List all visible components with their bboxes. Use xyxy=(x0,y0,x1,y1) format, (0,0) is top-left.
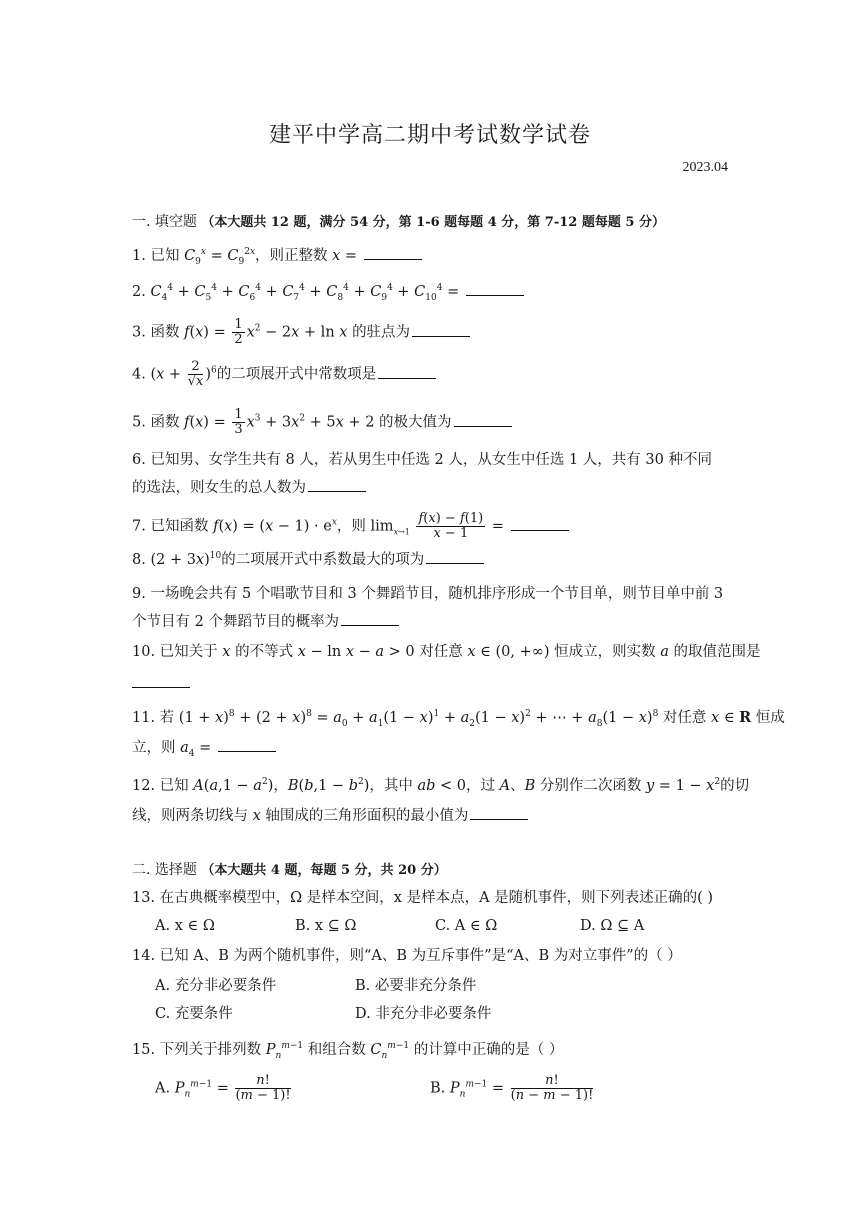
answer-blank[interactable] xyxy=(412,324,470,337)
option-a[interactable]: A. 充分非必要条件 xyxy=(155,978,277,994)
option-b[interactable]: B. x ⊆ Ω xyxy=(295,918,357,934)
section2-heading: 二. 选择题 （本大题共 4 题，每题 5 分，共 20 分） xyxy=(132,862,447,878)
section1-heading: 一. 填空题 （本大题共 12 题，满分 54 分，第 1-6 题每题 4 分，第 7-12 题每题 5 分） xyxy=(132,214,665,230)
question-11-line2: 立，则 $a_4$ = xyxy=(132,738,732,758)
question-9-line2: 个节目有 2 个舞蹈节目的概率为 xyxy=(132,612,732,632)
answer-blank[interactable] xyxy=(364,247,422,260)
question-7: 7. 已知函数 $f(x) = (x - 1) \cdot e^x$，则 $\lim_{x\to 1}$ $\frac{f(x) - f(1)}{x - 1}$ = xyxy=(132,512,732,541)
answer-blank[interactable] xyxy=(466,283,524,296)
question-15-options xyxy=(155,1074,735,1103)
exam-date: 2023.04 xyxy=(682,160,728,175)
question-2: 2. $C_4^4 + C_5^4 + C_6^4 + C_7^4 + C_8^4 + C_9^4 + C_{10}^4$ = xyxy=(132,282,732,302)
question-14: 14. 已知 A、B 为两个随机事件，则“A、B 为互斥事件”是“A、B 为对立事件”的（ ） xyxy=(132,948,682,964)
question-13-options xyxy=(155,916,735,936)
answer-blank[interactable] xyxy=(426,551,484,564)
question-10: 10. 已知关于 x 的不等式 x − ln x − a > 0 对任意 x ∈ (0, +∞) 恒成立，则实数 a 的取值范围是 xyxy=(132,644,761,660)
question-12-line2: 线，则两条切线与 x 轴围成的三角形面积的最小值为 xyxy=(132,806,732,826)
question-6-line1: 6. 已知男、女学生共有 8 人，若从男生中任选 2 人，从女生中任选 1 人，共有 30 种不同 xyxy=(132,452,712,468)
option-d[interactable]: D. 非充分非必要条件 xyxy=(355,1006,492,1022)
question-10-blank-line xyxy=(132,674,732,694)
question-9-line1: 9. 一场晚会共有 5 个唱歌节目和 3 个舞蹈节目，随机排序形成一个节目单，则节目单中前 3 xyxy=(132,586,724,602)
answer-blank[interactable] xyxy=(308,479,366,492)
question-5: 5. 函数 f(x) = $\frac{1}{3}$ $x^3 + 3x^2 + 5x + 2$ 的极大值为 xyxy=(132,408,732,437)
answer-blank[interactable] xyxy=(454,414,512,427)
question-15: 15. 下列关于排列数 $P_n^{m-1}$ 和组合数 $C_n^{m-1}$ 的计算中正确的是（ ） xyxy=(132,1041,564,1061)
question-1: 1. 已知 $C_9^x = C_9^{2x}$，则正整数 x = xyxy=(132,246,732,266)
option-c[interactable]: C. A ∈ Ω xyxy=(435,918,498,934)
answer-blank[interactable] xyxy=(132,675,190,688)
question-14-options-row1 xyxy=(155,976,735,996)
question-12: 12. 已知 $A(a,1 - a^2)$，$B(b,1 - b^2)$，其中 ab < 0，过 A、B 分别作二次函数 $y = 1 - x^2$的切 xyxy=(132,777,750,794)
question-13: 13. 在古典概率模型中，Ω 是样本空间，x 是样本点，A 是随机事件，则下列表述正确的( ) xyxy=(132,890,714,906)
option-a[interactable]: A. $P_n^{m-1}$ = $\frac{n!}{(m - 1)!}$ xyxy=(155,1073,291,1103)
option-c[interactable]: C. 充要条件 xyxy=(155,1006,233,1022)
question-11: 11. 若 $(1 + x)^8 + (2 + x)^8 = a_0 + a_1(1 - x)^1 + a_2(1 - x)^2$ + ⋯ + $a_8(1 - x)^8$ 对任意 x ∈ R 恒成 xyxy=(132,709,785,729)
answer-blank[interactable] xyxy=(341,613,399,626)
option-d[interactable]: D. Ω ⊆ A xyxy=(580,918,645,934)
answer-blank[interactable] xyxy=(511,518,569,531)
option-a[interactable]: A. x ∈ Ω xyxy=(155,918,215,934)
answer-blank[interactable] xyxy=(470,807,528,820)
option-b[interactable]: B. 必要非充分条件 xyxy=(355,978,477,994)
answer-blank[interactable] xyxy=(378,366,436,379)
question-14-options-row2 xyxy=(155,1004,735,1024)
question-6-line2: 的选法，则女生的总人数为 xyxy=(132,478,732,498)
page-title: 建平中学高二期中考试数学试卷 xyxy=(268,123,591,148)
option-b[interactable]: B. $P_n^{m-1}$ = $\frac{n!}{(n - m - 1)!}$ xyxy=(430,1073,594,1103)
question-8: 8. $(2 + 3x)^{10}$的二项展开式中系数最大的项为 xyxy=(132,550,732,570)
answer-blank[interactable] xyxy=(218,739,276,752)
question-3: 3. 函数 f(x) = $\frac{1}{2}$ $x^2 - 2x + \ln x$ 的驻点为 xyxy=(132,318,732,347)
question-4: 4. (x + $\frac{2}{√x}$ )$^6$的二项展开式中常数项是 xyxy=(132,360,732,389)
